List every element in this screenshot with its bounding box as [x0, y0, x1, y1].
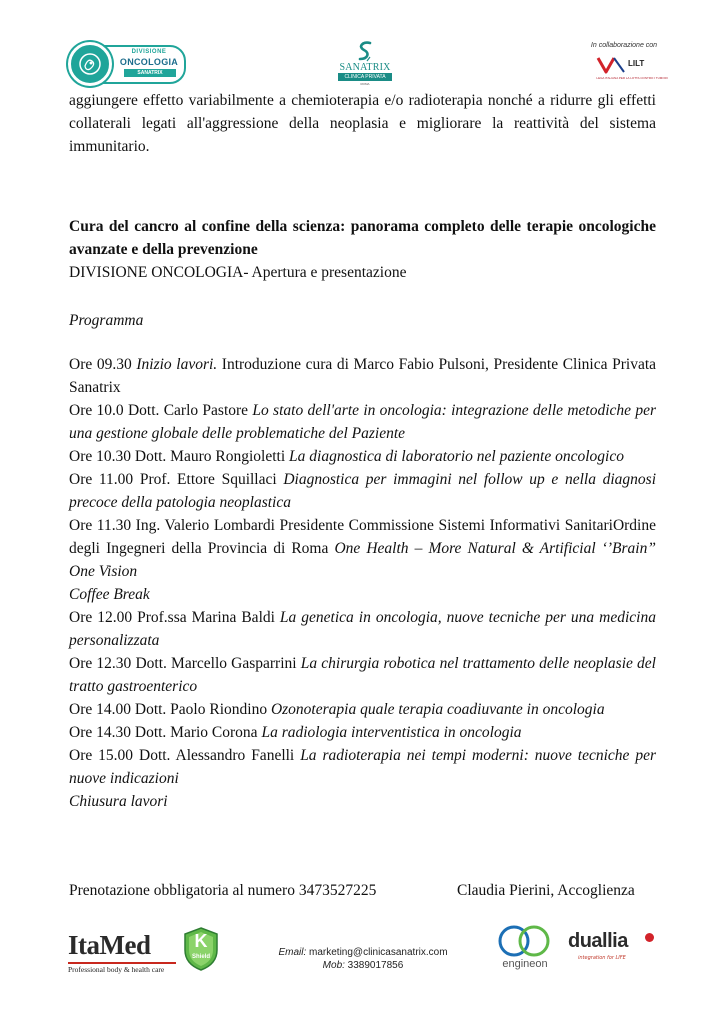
- itamed-name: ItaMed: [68, 930, 151, 960]
- lilt-subtitle: LEGA ITALIANA PER LA LOTTA CONTRO I TUMORI: [596, 76, 668, 80]
- footer-email: Email: marketing@clinicasanatrix.com: [278, 947, 448, 958]
- program-item: Ore 10.0 Dott. Carlo Pastore Lo stato dell'arte in oncologia: integrazione delle metodiche per una gestione globale delle problematiche del Paziente: [69, 402, 656, 442]
- shield-label: Shield: [191, 954, 210, 960]
- engineon-rings-icon: [494, 924, 556, 958]
- event-header: [69, 215, 656, 284]
- program-item: Ore 14.00 Dott. Paolo Riondino Ozonoterapia quale terapia coadiuvante in oncologia: [69, 701, 605, 718]
- lilt-collaboration: [560, 42, 688, 92]
- oncology-logo-line1: DIVISIONE: [131, 49, 167, 55]
- contact-person: Claudia Pierini, Accoglienza: [457, 882, 635, 899]
- program-item: Ore 09.30 Inizio lavori. Introduzione cura di Marco Fabio Pulsoni, Presidente Clinica Privata Sanatrix: [69, 356, 657, 396]
- footer-contact: [268, 946, 458, 972]
- intro-text: aggiungere effetto variabilmente a chemioterapia e/o radioterapia nonché a ridurre gli effetti collaterali legati all'aggressione della neoplasia e migliorare la reattività del sistema immunitario.: [69, 92, 656, 155]
- program-item: Ore 10.30 Dott. Mauro Rongioletti La diagnostica di laboratorio nel paziente oncologico: [69, 448, 624, 465]
- oncology-logo-line2: ONCOLOGIA: [119, 57, 179, 67]
- engineon-name: engineon: [502, 958, 548, 970]
- engineon-logo: [494, 924, 556, 972]
- program-heading-block: [69, 309, 656, 332]
- sanatrix-tagline: CLINICA PRIVATA: [338, 73, 392, 81]
- program-list: [69, 353, 656, 813]
- program-item: Ore 12.00 Prof.ssa Marina Baldi La genetica in oncologia, nuove tecniche per una medicina personalizzata: [69, 609, 656, 649]
- sanatrix-logo: [332, 40, 398, 92]
- lilt-name: LILT: [628, 59, 645, 68]
- collaboration-label: In collaborazione con: [590, 42, 658, 49]
- duallia-logo: [566, 928, 658, 968]
- sanatrix-sub: ROMA: [360, 82, 370, 86]
- program-break: Coffee Break: [69, 586, 150, 603]
- oncology-logo-line3: SANATRIX: [124, 69, 176, 77]
- program-item: Ore 11.30 Ing. Valerio Lombardi Presidente Commissione Sistemi Informativi SanitariOrdine degli Ingegneri della Provincia di Roma One Health – More Natural & Artificial ‘’Brain” One Vision: [69, 517, 656, 580]
- oncology-emblem-icon: [68, 42, 112, 86]
- duallia-dot-icon: [645, 933, 654, 942]
- sanatrix-name: SANATRIX: [339, 62, 391, 73]
- program-closing: Chiusura lavori: [69, 793, 168, 810]
- lilt-ribbon-icon: [594, 54, 628, 76]
- itamed-logo: [68, 930, 178, 974]
- event-title: Cura del cancro al confine della scienza: panorama completo delle terapie oncologiche avanzate e della prevenzione: [69, 218, 656, 258]
- booking-info: Prenotazione obbligatoria al numero 3473527225: [69, 882, 377, 899]
- event-subtitle: DIVISIONE ONCOLOGIA- Apertura e presentazione: [69, 264, 407, 281]
- shield-letter: K: [194, 931, 208, 951]
- oncology-division-logo: [68, 42, 184, 84]
- duallia-name: duallia: [568, 930, 628, 952]
- itamed-tagline: Professional body & health care: [68, 965, 165, 974]
- sanatrix-emblem-icon: [332, 40, 398, 64]
- itamed-underline: [68, 962, 176, 964]
- program-item: Ore 11.00 Prof. Ettore Squillaci Diagnostica per immagini nel follow up e nella diagnosi precoce della patologia neoplastica: [69, 471, 656, 511]
- program-item: Ore 12.30 Dott. Marcello Gasparrini La chirurgia robotica nel trattamento delle neoplasie del tratto gastroenterico: [69, 655, 656, 695]
- program-heading: Programma: [69, 312, 144, 329]
- k-shield-logo: [182, 926, 220, 972]
- program-item: Ore 14.30 Dott. Mario Corona La radiologia interventistica in oncologia: [69, 724, 522, 741]
- footer-mobile: Mob: 3389017856: [322, 960, 404, 971]
- intro-paragraph: [69, 89, 656, 158]
- duallia-tagline: integration for LIFE: [578, 955, 626, 961]
- program-item: Ore 15.00 Dott. Alessandro Fanelli La radioterapia nei tempi moderni: nuove tecniche per nuove indicazioni: [69, 747, 656, 787]
